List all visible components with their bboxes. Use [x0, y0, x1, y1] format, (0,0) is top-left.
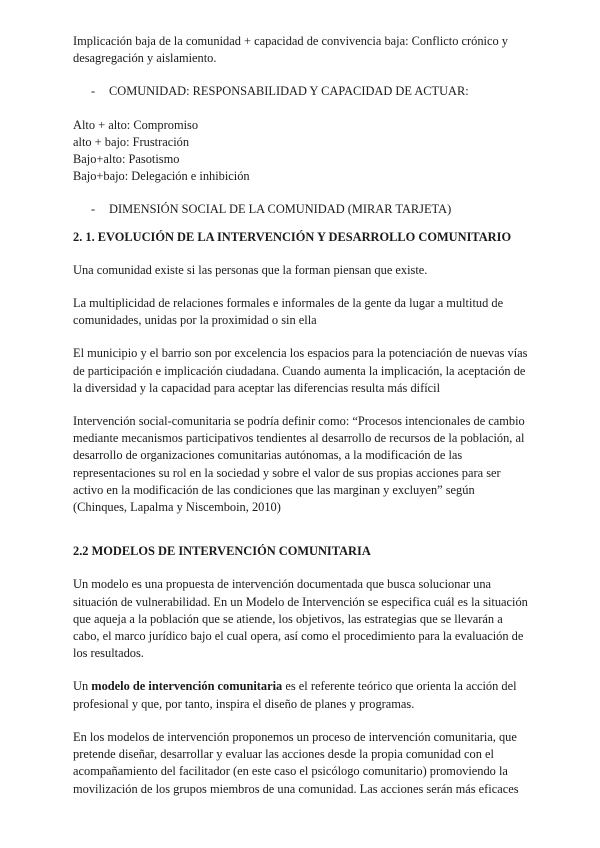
responsibility-list — [73, 117, 530, 186]
bullet-text: COMUNIDAD: RESPONSABILIDAD Y CAPACIDAD DE ACTUAR: — [109, 84, 469, 99]
paragraph: En los modelos de intervención proponemos un proceso de intervención comunitaria, que pretende diseñar, desarrollar y evaluar las acciones desde la propia comunidad con el acompañamiento del facilitador (en este caso el psicólogo comunitario) promoviendo la movilización de los grupos miembros de una comunidad. Las acciones serán más eficaces — [73, 729, 519, 796]
list-item: Bajo+bajo: Delegación e inhibición — [73, 169, 250, 184]
bold-term: modelo de intervención comunitaria — [91, 679, 283, 694]
paragraph: El municipio y el barrio son por excelencia los espacios para la potenciación de nuevas vías de participación e implicación ciudadana. Cuando aumenta la implicación, la aceptación de la diversidad y la capacidad para aceptar las diferencias resulta más difícil — [73, 346, 528, 395]
paragraph: Una comunidad existe si las personas que la forman piensan que existe. — [73, 262, 428, 277]
bullet-marker: - — [91, 84, 96, 99]
paragraph: Un modelo es una propuesta de intervención documentada que busca solucionar una situación de vulnerabilidad. En un Modelo de Intervención se especifica cuál es la situación que aqueja a la población que se atiende, los objetivos, las estrategias que se llevarán a cabo, el marco jurídico bajo el cual opera, así como el procedimiento para la evaluación de los resultados. — [73, 577, 528, 661]
paragraph: Intervención social-comunitaria se podría definir como: “Procesos intencionales de cambio mediante mecanismos participativos tendientes al desarrollo de recursos de la población, al desarrollo de organizaciones comunitarias autónomas, a la modificación de las representaciones su rol en la sociedad y sobre el valor de sus propias acciones para ser activo en la modificación de las condiciones que las marginan y excluyen” según (Chinques, Lapalma y Niscemboin, 2010) — [73, 414, 525, 515]
paragraph — [73, 678, 530, 712]
section-heading-2-1: 2. 1. EVOLUCIÓN DE LA INTERVENCIÓN Y DESARROLLO COMUNITARIO — [73, 229, 512, 244]
text-run: Un — [73, 679, 92, 694]
bullet-marker: - — [91, 202, 96, 217]
bullet-dimension-social — [73, 201, 530, 218]
intro-paragraph: Implicación baja de la comunidad + capacidad de convivencia baja: Conflicto crónico y desagregación y aislamiento. — [73, 34, 508, 66]
list-item: alto + bajo: Frustración — [73, 134, 190, 149]
text-run: es el referente teórico que orienta la acción del profesional y que, por tanto, inspira el diseño de planes y programas. — [73, 679, 517, 711]
section-heading-2-2: 2.2 MODELOS DE INTERVENCIÓN COMUNITARIA — [73, 544, 371, 559]
bullet-comunidad — [73, 83, 530, 100]
paragraph: La multiplicidad de relaciones formales e informales de la gente da lugar a multitud de comunidades, unidas por la proximidad o sin ella — [73, 296, 504, 328]
bullet-text: DIMENSIÓN SOCIAL DE LA COMUNIDAD (MIRAR TARJETA) — [109, 202, 452, 217]
list-item: Alto + alto: Compromiso — [73, 117, 199, 132]
list-item: Bajo+alto: Pasotismo — [73, 152, 180, 167]
